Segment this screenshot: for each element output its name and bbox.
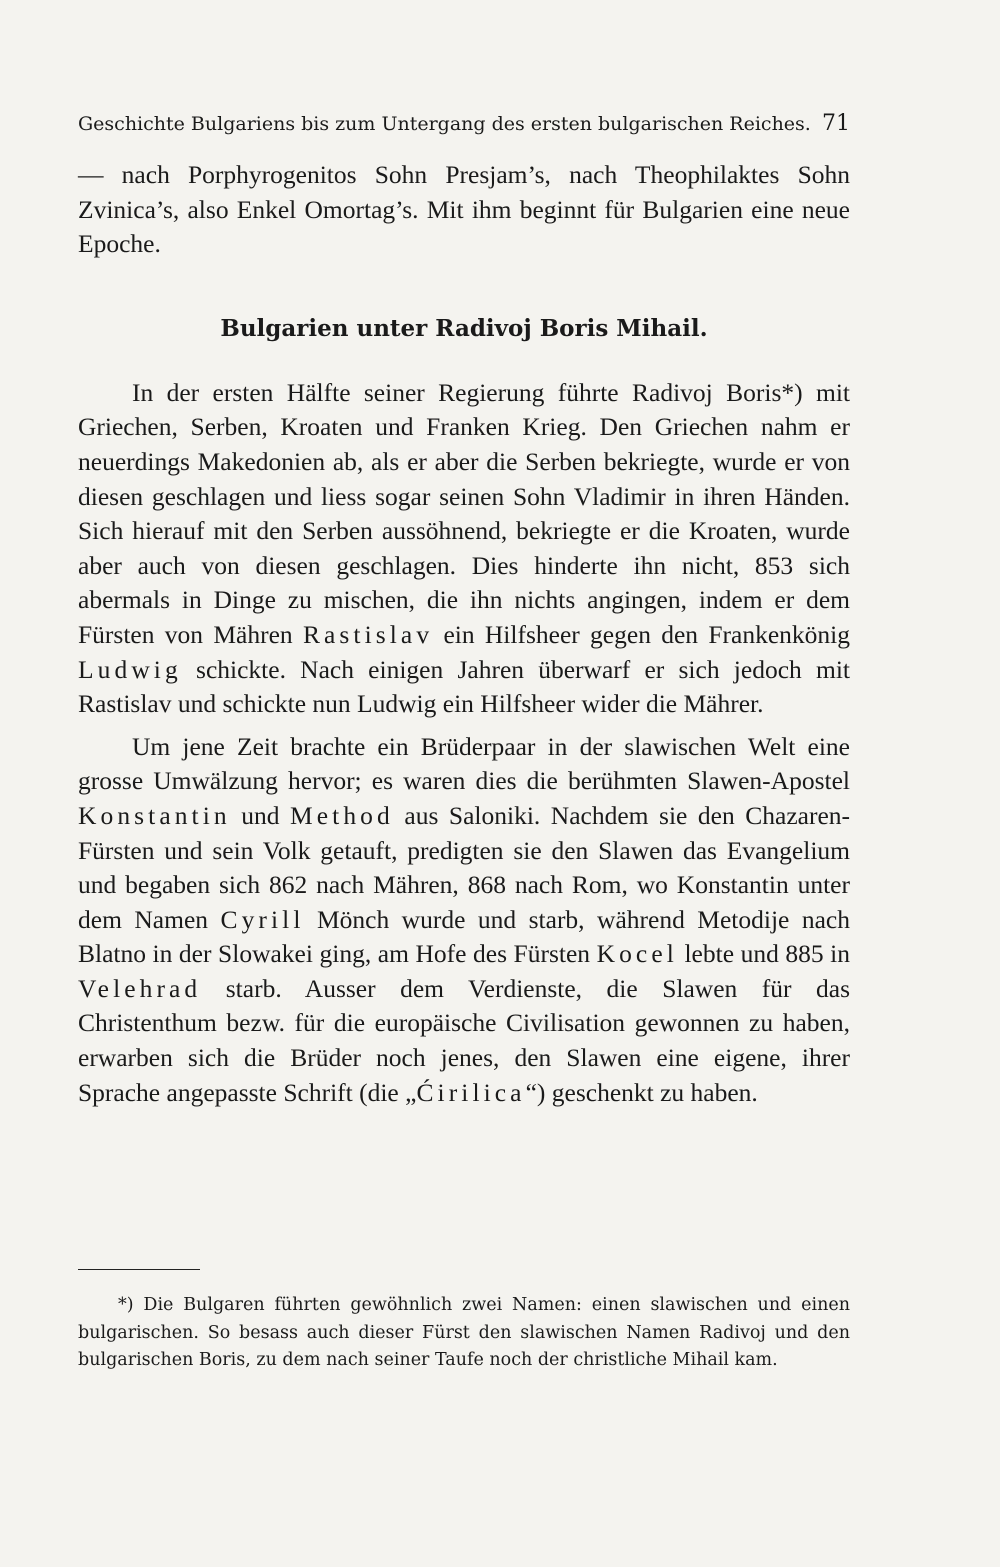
spaced-name-method: Method <box>290 800 394 830</box>
page-number: 71 <box>822 111 850 136</box>
body-text <box>78 158 850 1110</box>
text-run: In der ersten Hälfte seiner Regierung führte Radivoj Boris*) mit Griechen, Serben, Kroaten und Franken Krieg. Den Griechen nahm er neuerdings Makedonien ab, als er aber die Serben bekriegte, wurde er von diesen geschlagen und liess sogar seinen Sohn Vladimir in ihren Händen. Sich hierauf mit den Serben aussöhnend, bekriegte er die Kroaten, wurde aber auch von diesen geschlagen. Dies hinderte ihn nicht, 853 sich abermals in Dinge zu mischen, die ihn nichts angingen, indem er dem Fürsten von Mähren <box>78 377 850 649</box>
section-heading: Bulgarien unter Radivoj Boris Mihail. <box>220 314 708 342</box>
paragraph-radivoj-boris <box>78 376 850 722</box>
text-run: Um jene Zeit brachte ein Brüderpaar in der slawischen Welt eine grosse Umwälzung hervor; es waren dies die berühmten Slawen-Apostel <box>78 731 850 796</box>
spaced-name-konstantin: Konstantin <box>78 800 231 830</box>
spaced-name-kocel: Kocel <box>596 939 678 969</box>
paragraph-continuation: — nach Porphyrogenitos Sohn Presjam’s, nach Theophilaktes Sohn Zvinica’s, also Enkel Omortag’s. Mit ihm beginnt für Bulgarien eine neue Epoche. <box>78 160 850 259</box>
spaced-name-cirilica: Ćirilica <box>416 1077 526 1107</box>
spaced-name-ludwig: Ludwig <box>78 654 182 684</box>
text-run: ein Hilfsheer gegen den Frankenkönig <box>433 619 850 649</box>
text-run: aus Saloniki. Nachdem sie den Chazaren-Fürsten und sein Volk getauft, predigten sie den Slawen das Evangelium und begaben sich 862 nach Mähren, 868 nach Rom, wo Konstantin unter dem Namen <box>78 800 851 934</box>
text-run: lebte und 885 in <box>677 939 851 969</box>
footnote-rule <box>78 1269 200 1270</box>
text-run: Mönch wurde und starb, während Metodije nach Blatno in der Slowakei ging, am Hofe des Fürsten <box>78 904 850 969</box>
spaced-name-rastislav: Rastislav <box>302 619 434 649</box>
text-run: starb. Ausser dem Verdienste, die Slawen für das Christenthum bezw. für die europäische Civilisation gewonnen zu haben, erwarben sich die Brüder noch jenes, den Slawen eine eigene, ihrer Sprache angepasste Schrift (die „ <box>78 973 850 1107</box>
footnote: *) Die Bulgaren führten gewöhnlich zwei Namen: einen slawischen und einen bulgarischen. So besass auch dieser Fürst den slawischen Namen Radivoj und den bulgarischen Boris, zu dem nach seiner Taufe noch der christliche Mihail kam. <box>78 1295 850 1370</box>
running-head <box>78 110 850 138</box>
text-run: schickte. Nach einigen Jahren überwarf er sich jedoch mit Rastislav und schickte nun Ludwig ein Hilfsheer wider die Mährer. <box>78 654 850 719</box>
spaced-name-cyrill: Cyrill <box>220 904 305 934</box>
paragraph-slav-apostles <box>78 730 850 1111</box>
spaced-name-velehrad: Velehrad <box>78 973 202 1003</box>
running-title: Geschichte Bulgariens bis zum Untergang des ersten bulgarischen Reiches. <box>78 113 811 135</box>
text-run: “) geschenkt zu haben. <box>525 1077 758 1107</box>
text-run: und <box>230 800 291 830</box>
